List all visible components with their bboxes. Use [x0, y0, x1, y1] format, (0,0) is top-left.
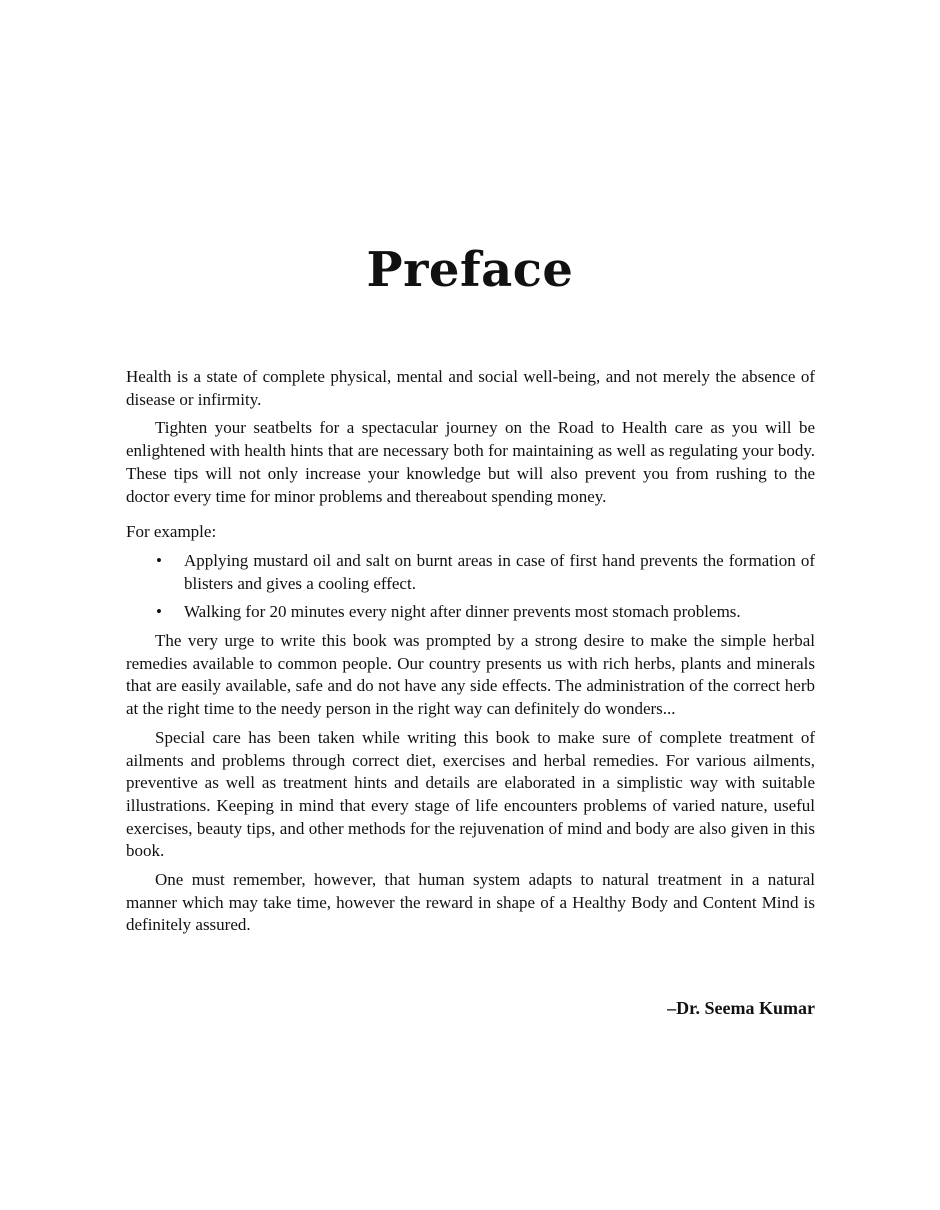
paragraph-motivation: The very urge to write this book was prompted by a strong desire to make the simple herbal remedies available to common people. Our country presents us with rich herbs, plants and minerals that are easily available, safe and do not have any side effects. The administration of the correct herb at the right time to the needy person in the right way can definitely do wonders... [126, 631, 815, 719]
list-item [126, 550, 815, 595]
paragraph-journey: Tighten your seatbelts for a spectacular journey on the Road to Health care as you will be enlightened with health hints that are necessary both for maintaining as well as regulating your body. These tips will not only increase your knowledge but will also prevent you from rushing to the doctor every time for minor problems and thereabout spending money. [126, 418, 815, 506]
bullet-icon: • [156, 550, 162, 570]
bullet-icon: • [156, 602, 162, 622]
page-title: Preface [366, 242, 574, 298]
paragraph-special-care: Special care has been taken while writing this book to make sure of complete treatment of ailments and problems through correct diet, exercises and herbal remedies. For various ailments, preventive as well as treatment hints and details are elaborated in a simplistic way with suitable illustrations. Keeping in mind that every stage of life encounters problems of varied nature, useful exercises, beauty tips, and other methods for the rejuvenation of mind and body are also given in this book. [126, 727, 815, 861]
author-signature: –Dr. Seema Kumar [667, 998, 815, 1018]
paragraph-remember: One must remember, however, that human system adapts to natural treatment in a natural manner which may take time, however the reward in shape of a Healthy Body and Content Mind is definitely assured. [126, 870, 815, 935]
list-item [126, 601, 815, 624]
paragraph-health-definition: Health is a state of complete physical, mental and social well-being, and not merely the absence of disease or infirmity. [126, 367, 815, 409]
list-item-text: Walking for 20 minutes every night after dinner prevents most stomach problems. [184, 602, 741, 622]
list-item-text: Applying mustard oil and salt on burnt areas in case of first hand prevents the formation of blisters and gives a cooling effect. [184, 550, 815, 593]
example-label: For example: [126, 522, 217, 542]
example-list [126, 550, 815, 624]
preface-body [126, 366, 815, 937]
